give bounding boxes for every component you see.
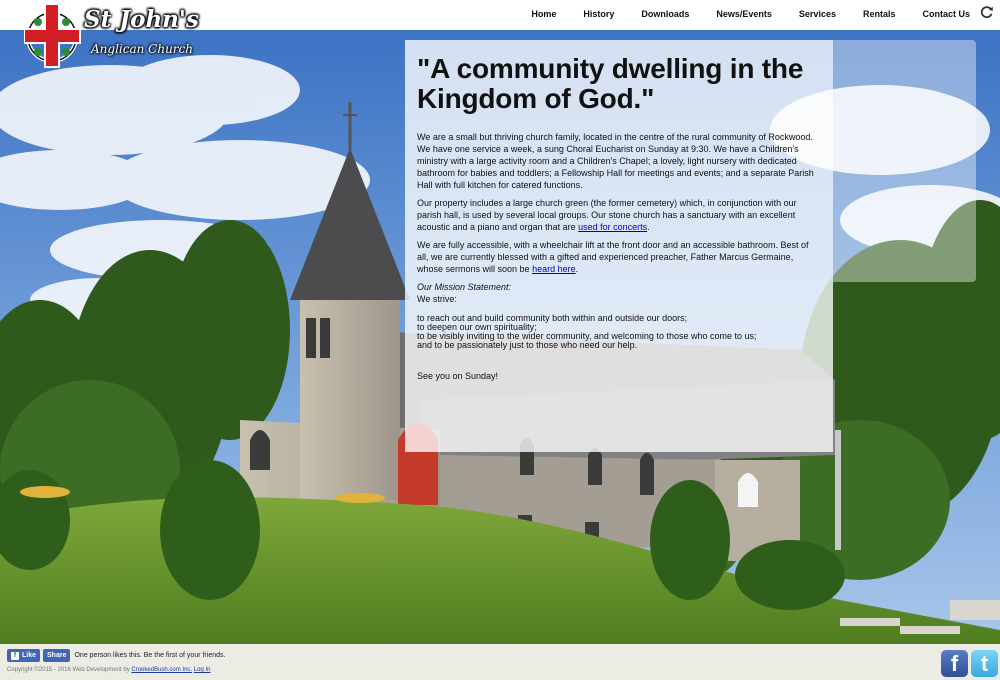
like-label: Like	[22, 652, 37, 659]
church-logo[interactable]	[24, 2, 199, 68]
nav-home[interactable]: Home	[531, 9, 557, 19]
intro-paragraph: We are a small but thriving church family, located in the centre of the rural community of Rockwood. We have one service a week, a sung Choral Eucharist on Sunday at 9:30. We have a Children's ministry with a large activity room and a Children's Chapel; a lovely, light nursery with dedicated bathroom for babies and toddlers; a Fellowship Hall for meetings and events; and a separate Parish Hall with full kitchen for catered functions.	[417, 132, 814, 190]
facebook-glyph: f	[950, 651, 959, 676]
nav-history[interactable]: History	[583, 9, 615, 19]
property-text: Our property includes a large church green (the former cemetery) which, in conjunction with our parish hall, is used by several local groups. Our stone church has a sanctuary with an excellent acoustic and a piano and organ that are	[417, 198, 797, 232]
mission-item: to reach out and build community both within and outside our doors;	[417, 313, 688, 323]
mission-intro: We strive:	[417, 294, 457, 304]
sermons-link[interactable]: heard here	[532, 264, 576, 274]
accessibility-paragraph	[417, 239, 821, 275]
twitter-glyph: t	[980, 651, 989, 676]
page-headline: "A community dwelling in the Kingdom of God."	[417, 53, 804, 114]
facebook-f-icon: f	[11, 652, 19, 660]
copyright-text: Copyright ©2015 - 2016 Web Development by	[7, 667, 132, 673]
nav-downloads[interactable]: Downloads	[641, 9, 690, 19]
concerts-link[interactable]: used for concerts	[578, 222, 648, 232]
cross-emblem-icon	[24, 2, 84, 68]
facebook-share-button[interactable]	[43, 649, 70, 662]
panel-side-overlay	[833, 40, 976, 282]
mission-item: and to be passionately just to those who need our help.	[417, 340, 638, 350]
footer	[0, 644, 1000, 680]
refresh-icon[interactable]	[980, 5, 994, 19]
login-link[interactable]: Log In	[193, 667, 211, 673]
welcome-panel	[405, 40, 833, 452]
property-paragraph	[417, 197, 821, 233]
mission-list	[417, 314, 821, 350]
logo-church-subtitle: Anglican Church	[91, 42, 193, 56]
mission-statement-title: Our Mission Statement:	[417, 282, 512, 292]
twitter-icon[interactable]	[971, 650, 998, 677]
copyright-line	[7, 667, 210, 673]
nav-services[interactable]: Services	[798, 9, 836, 19]
mission-item: to be visibly inviting to the wider community, and welcoming to those who come to us;	[417, 331, 757, 341]
nav-news-events[interactable]: News/Events	[716, 9, 772, 19]
accessibility-end: .	[575, 264, 579, 274]
property-end: .	[647, 222, 650, 232]
developer-link[interactable]: CrookedBush.com Inc.	[131, 667, 193, 673]
facebook-like-count-text: One person likes this. Be the first of your friends.	[74, 652, 226, 659]
facebook-icon[interactable]	[941, 650, 968, 677]
share-label: Share	[47, 652, 67, 659]
facebook-like-button[interactable]	[7, 649, 40, 662]
logo-church-name: St John's	[84, 6, 199, 33]
nav-contact-us[interactable]: Contact Us	[922, 9, 970, 19]
nav-rentals[interactable]: Rentals	[862, 9, 896, 19]
facebook-like-bar	[7, 649, 225, 662]
signoff-text: See you on Sunday!	[417, 371, 499, 381]
accessibility-text: We are fully accessible, with a wheelchair lift at the front door and an accessible bathroom. Best of all, we are currently blessed with a gifted and experienced preacher, Father Marcus Germaine, whose sermons will soon be	[417, 240, 809, 274]
mission-item: to deepen our own spirituality;	[417, 322, 537, 332]
social-links	[938, 650, 998, 677]
main-nav	[504, 0, 970, 28]
